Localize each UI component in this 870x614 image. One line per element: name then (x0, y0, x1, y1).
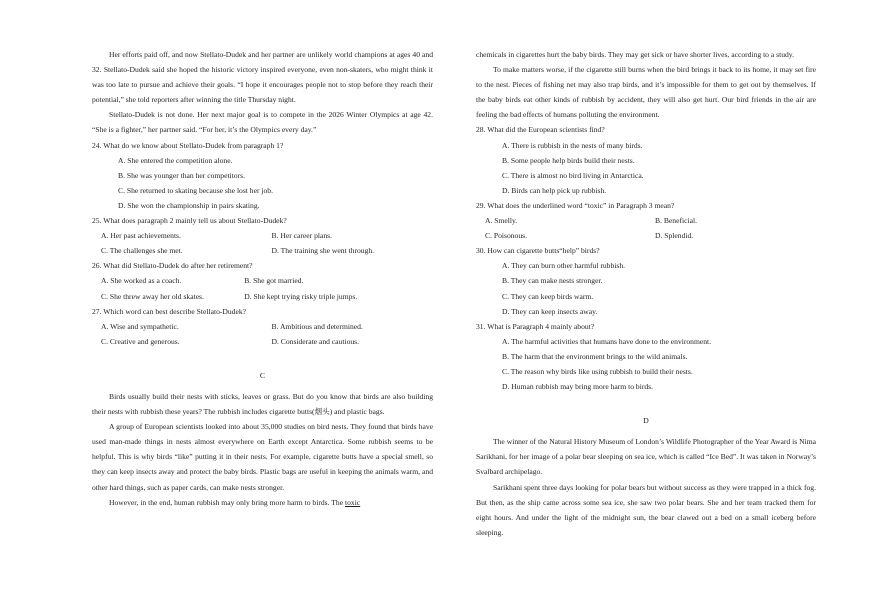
option-24c: C. She returned to skating because she lost her job. (118, 185, 274, 195)
question-24: 24. What do we know about Stellato-Dudek from paragraph 1? (92, 140, 284, 150)
passage-d-paragraph: The winner of the Natural History Museum of London’s Wildlife Photographer of the Year Award is Nima Sarikhani, for her image of a polar bear sleeping on sea ice, which is called “Ice Bed”. It was taken in Norway’s Svalbard archipelago. (476, 437, 816, 477)
option-31d: D. Human rubbish may bring more harm to birds. (502, 382, 654, 392)
option-24d: D. She won the championship in pairs skating. (118, 200, 260, 210)
option-29a: A. Smelly. (485, 216, 518, 226)
option-30c: C. They can keep birds warm. (502, 291, 594, 301)
option-30b: B. They can make nests stronger. (502, 276, 603, 286)
left-column (92, 47, 433, 510)
option-31c: C. The reason why birds like using rubbish to build their nests. (502, 366, 693, 376)
passage-c-paragraph: A group of European scientists looked into about 35,000 studies on bird nests. They found that birds have used man-made things in nests almost everywhere on Earth except Antarctica. Some rubbish seems to be helpful. This is why birds “like” putting it in their nests. For example, cigarette butts have a special smell, so they can keep insects away and protect the baby birds. Plastic bags are useful in keeping the animals warm, and other hard things, such as paper cards, can make nests stronger. (92, 422, 433, 492)
passage-c-continued: chemicals in cigarettes hurt the baby birds. They may get sick or have shorter lives, according to a study. (476, 50, 794, 59)
question-28: 28. What did the European scientists find? (476, 125, 605, 135)
option-29d: D. Splendid. (655, 231, 694, 241)
underlined-word-toxic: toxic (344, 497, 361, 507)
options-25-row1 (92, 228, 433, 243)
section-d-heading: D (643, 416, 649, 426)
question-31: 31. What is Paragraph 4 mainly about? (476, 321, 595, 331)
option-24a: A. She entered the competition alone. (118, 155, 233, 165)
option-28b: B. Some people help birds build their nests. (502, 155, 635, 165)
passage-d-paragraph: Sarikhani spent three days looking for polar bears but without success as they were trapped in a thick fog. But then, as the ship came across some sea ice, she saw two polar bears. She and her team tracked them for eight hours. And under the light of the midnight sun, the bear clawed out a bed on a small iceberg before sleeping. (476, 482, 816, 537)
passage-c-paragraph: To make matters worse, if the cigarette still burns when the bird brings it back to its home, it may set fire to the nest. Pieces of fishing net may also trap birds, and it’s impossible for them to get out by themselves. If the baby birds eat other kinds of rubbish by accident, they will also get hurt. Our bird friends in the air are feeling the bad effects of humans polluting the environment. (476, 65, 816, 120)
option-27b: B. Ambitious and determined. (271, 321, 363, 331)
passage-b-paragraph: Stellato-Dudek is not done. Her next major goal is to compete in the 2026 Winter Olympics at age 42. “She is a fighter,” her partner said. “For her, it’s the Olympics every day.” (92, 110, 433, 135)
options-27-row2 (92, 334, 433, 349)
question-25: 25. What does paragraph 2 mainly tell us about Stellato-Dudek? (92, 216, 287, 226)
options-25-row2 (92, 243, 433, 258)
option-27a: A. Wise and sympathetic. (101, 321, 179, 331)
options-26-row2 (92, 289, 433, 304)
options-29-row1 (476, 213, 816, 228)
option-26d: D. She kept trying risky triple jumps. (244, 291, 358, 301)
option-30d: D. They can keep insects away. (502, 306, 598, 316)
passage-b-paragraph: Her efforts paid off, and now Stellato-Dudek and her partner are unlikely world champions at ages 40 and 32. Stellato-Dudek said she hoped the historic victory inspired everyone, even non-skaters, who might think it was too late to pursue and achieve their goals. “I hope it encourages people not to stop before they reach their potential,” she told reporters after winning the title Thursday night. (92, 50, 433, 105)
options-27-row1 (92, 319, 433, 334)
question-29: 29. What does the underlined word “toxic” in Paragraph 3 mean? (476, 200, 675, 210)
passage-c-paragraph (92, 495, 433, 510)
section-c-heading: C (259, 370, 266, 380)
option-27d: D. Considerate and cautious. (271, 336, 360, 346)
question-27: 27. Which word can best describe Stellato-Dudek? (92, 306, 247, 316)
option-31a: A. The harmful activities that humans have done to the environment. (502, 336, 712, 346)
option-29b: B. Beneficial. (655, 216, 697, 226)
option-29c: C. Poisonous. (485, 231, 527, 241)
question-26: 26. What did Stellato-Dudek do after her retirement? (92, 261, 253, 271)
option-24b: B. She was younger than her competitors. (118, 170, 245, 180)
option-26b: B. She got married. (244, 276, 304, 286)
option-25c: C. The challenges she met. (101, 246, 183, 256)
option-28c: C. There is almost no bird living in Antarctica. (502, 170, 644, 180)
right-column (476, 47, 816, 540)
question-30: 30. How can cigarette butts“help” birds? (476, 246, 600, 256)
passage-c-text: However, in the end, human rubbish may only bring more harm to birds. The (109, 497, 345, 507)
options-29-row2 (476, 228, 816, 243)
option-25a: A. Her past achievements. (101, 231, 181, 241)
option-31b: B. The harm that the environment brings to the wild animals. (502, 351, 688, 361)
option-25b: B. Her career plans. (271, 231, 333, 241)
option-26a: A. She worked as a coach. (101, 276, 182, 286)
option-26c: C. She threw away her old skates. (101, 291, 204, 301)
option-25d: D. The training she went through. (271, 246, 375, 256)
option-28a: A. There is rubbish in the nests of many birds. (502, 140, 643, 150)
option-27c: C. Creative and generous. (101, 336, 180, 346)
options-26-row1 (92, 273, 433, 288)
option-28d: D. Birds can help pick up rubbish. (502, 185, 607, 195)
option-30a: A. They can burn other harmful rubbish. (502, 261, 626, 271)
passage-c-paragraph: Birds usually build their nests with sticks, leaves or grass. But do you know that birds are also building their nests with rubbish these years? The rubbish includes cigarette butts(烟头) and plastic bags. (92, 391, 433, 417)
